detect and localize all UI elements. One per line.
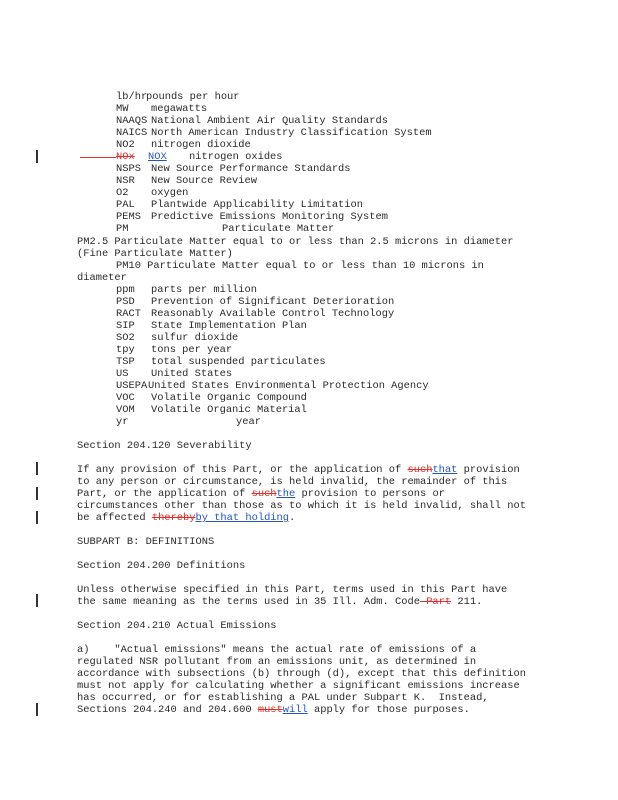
paragraph-line: accordance with subsections (b) through (d), except that this definition [77,668,526,680]
abbrev-acronym: VOM [116,404,135,416]
deleted-text: thereby [151,512,196,524]
inserted-text: the [276,488,296,500]
change-bar [36,511,38,524]
abbrev-pm25-line1: PM2.5 Particulate Matter equal to or less than 2.5 microns in diameter [77,236,514,248]
change-bar [36,150,38,163]
abbrev-definition: United States [151,368,233,380]
change-bar [36,594,38,607]
section-heading: Section 204.210 Actual Emissions [77,620,277,632]
abbrev-definition: Particulate Matter [222,223,335,235]
abbrev-definition: megawatts [151,103,208,115]
deleted-text: must [257,704,283,716]
abbrev-definition: Prevention of Significant Deterioration [151,296,395,308]
subpart-heading: SUBPART B: DEFINITIONS [77,536,215,548]
abbrev-acronym: PAL [116,199,135,211]
abbrev-definition: oxygen [151,187,189,199]
paragraph-line: Part, or the application of suchthe provision to persons or [77,488,445,500]
paragraph-line: If any provision of this Part, or the application of suchthat provision [77,464,520,476]
abbrev-acronym: lb/hr [116,91,148,103]
abbrev-acronym: NO2 [116,139,135,151]
abbrev-pm10-line1: PM10 Particulate Matter equal to or less than 10 microns in [116,260,484,272]
deleted-text: Part [419,596,452,608]
deleted-text: such [407,464,433,476]
abbrev-definition: North American Industry Classification System [151,127,432,139]
abbrev-acronym: ppm [116,284,135,296]
change-bar [36,487,38,500]
abbrev-definition: tons per year [151,344,233,356]
abbrev-definition: New Source Review [151,175,258,187]
abbrev-acronym: O2 [116,187,129,199]
abbrev-definition: United States Environmental Protection Agency [148,380,429,392]
section-heading: Section 204.120 Severability [77,440,252,452]
abbrev-acronym: yr [116,416,129,428]
abbrev-definition: pounds per hour [146,91,240,103]
abbrev-acronym: MW [116,103,129,115]
abbrev-acronym: US [116,368,129,380]
abbrev-definition: Predictive Emissions Monitoring System [151,211,388,223]
paragraph-line: Unless otherwise specified in this Part, terms used in this Part have [77,584,508,596]
deleted-text: such [251,488,277,500]
abbrev-definition: Reasonably Available Control Technology [151,308,395,320]
abbrev-acronym: PSD [116,296,135,308]
paragraph-line: to any person or circumstance, is held invalid, the remainder of this [77,476,508,488]
change-bar [36,462,38,475]
abbrev-acronym: PEMS [116,211,141,223]
abbrev-definition: Volatile Organic Compound [151,392,307,404]
paragraph-line: must not apply for calculating whether a significant emissions increase [77,680,520,692]
abbrev-acronym: TSP [116,356,135,368]
paragraph-line: a) "Actual emissions" means the actual rate of emissions of a [77,644,477,656]
deletion-leader [80,157,116,158]
abbrev-definition: New Source Performance Standards [151,163,351,175]
paragraph-line: has occurred, or for establishing a PAL under Subpart K. Instead, [77,692,489,704]
abbrev-acronym: tpy [116,344,135,356]
inserted-text: will [282,704,308,716]
abbrev-acronym: USEPA [116,380,148,392]
abbrev-definition: parts per million [151,284,258,296]
change-bar [36,703,38,716]
abbrev-acronym: NSPS [116,163,141,175]
abbrev-definition: nitrogen oxides [189,151,283,163]
abbrev-pm10-line2: diameter [77,272,127,284]
abbrev-acronym: PM [116,223,129,235]
paragraph-line: circumstances other than those as to which it is held invalid, shall not [77,500,526,512]
abbrev-definition: year [236,416,261,428]
paragraph-line: Sections 204.240 and 204.600 mustwill apply for those purposes. [77,704,470,716]
paragraph-line: be affected therebyby that holding. [77,512,296,524]
abbrev-pm25-line2: (Fine Particulate Matter) [77,248,233,260]
abbrev-definition: National Ambient Air Quality Standards [151,115,388,127]
abbrev-acronym: RACT [116,308,141,320]
section-heading: Section 204.200 Definitions [77,560,246,572]
abbrev-definition: Volatile Organic Material [151,404,307,416]
abbrev-acronym: SO2 [116,332,135,344]
abbrev-definition: sulfur dioxide [151,332,239,344]
abbrev-acronym: SIP [116,320,135,332]
inserted-text: that [432,464,458,476]
abbrev-definition: nitrogen dioxide [151,139,251,151]
deleted-acronym: NOx [116,151,135,163]
abbrev-definition: State Implementation Plan [151,320,307,332]
abbrev-acronym: VOC [116,392,135,404]
abbrev-acronym: NAAQS [116,115,148,127]
abbrev-acronym: NAICS [116,127,148,139]
abbrev-definition: Plantwide Applicability Limitation [151,199,364,211]
paragraph-line: the same meaning as the terms used in 35 Ill. Adm. Code Part 211. [77,596,483,608]
inserted-text: by that holding [195,512,290,524]
abbrev-definition: total suspended particulates [151,356,326,368]
abbrev-acronym: NSR [116,175,135,187]
inserted-acronym: NOX [148,151,167,163]
paragraph-line: regulated NSR pollutant from an emissions unit, as determined in [77,656,477,668]
